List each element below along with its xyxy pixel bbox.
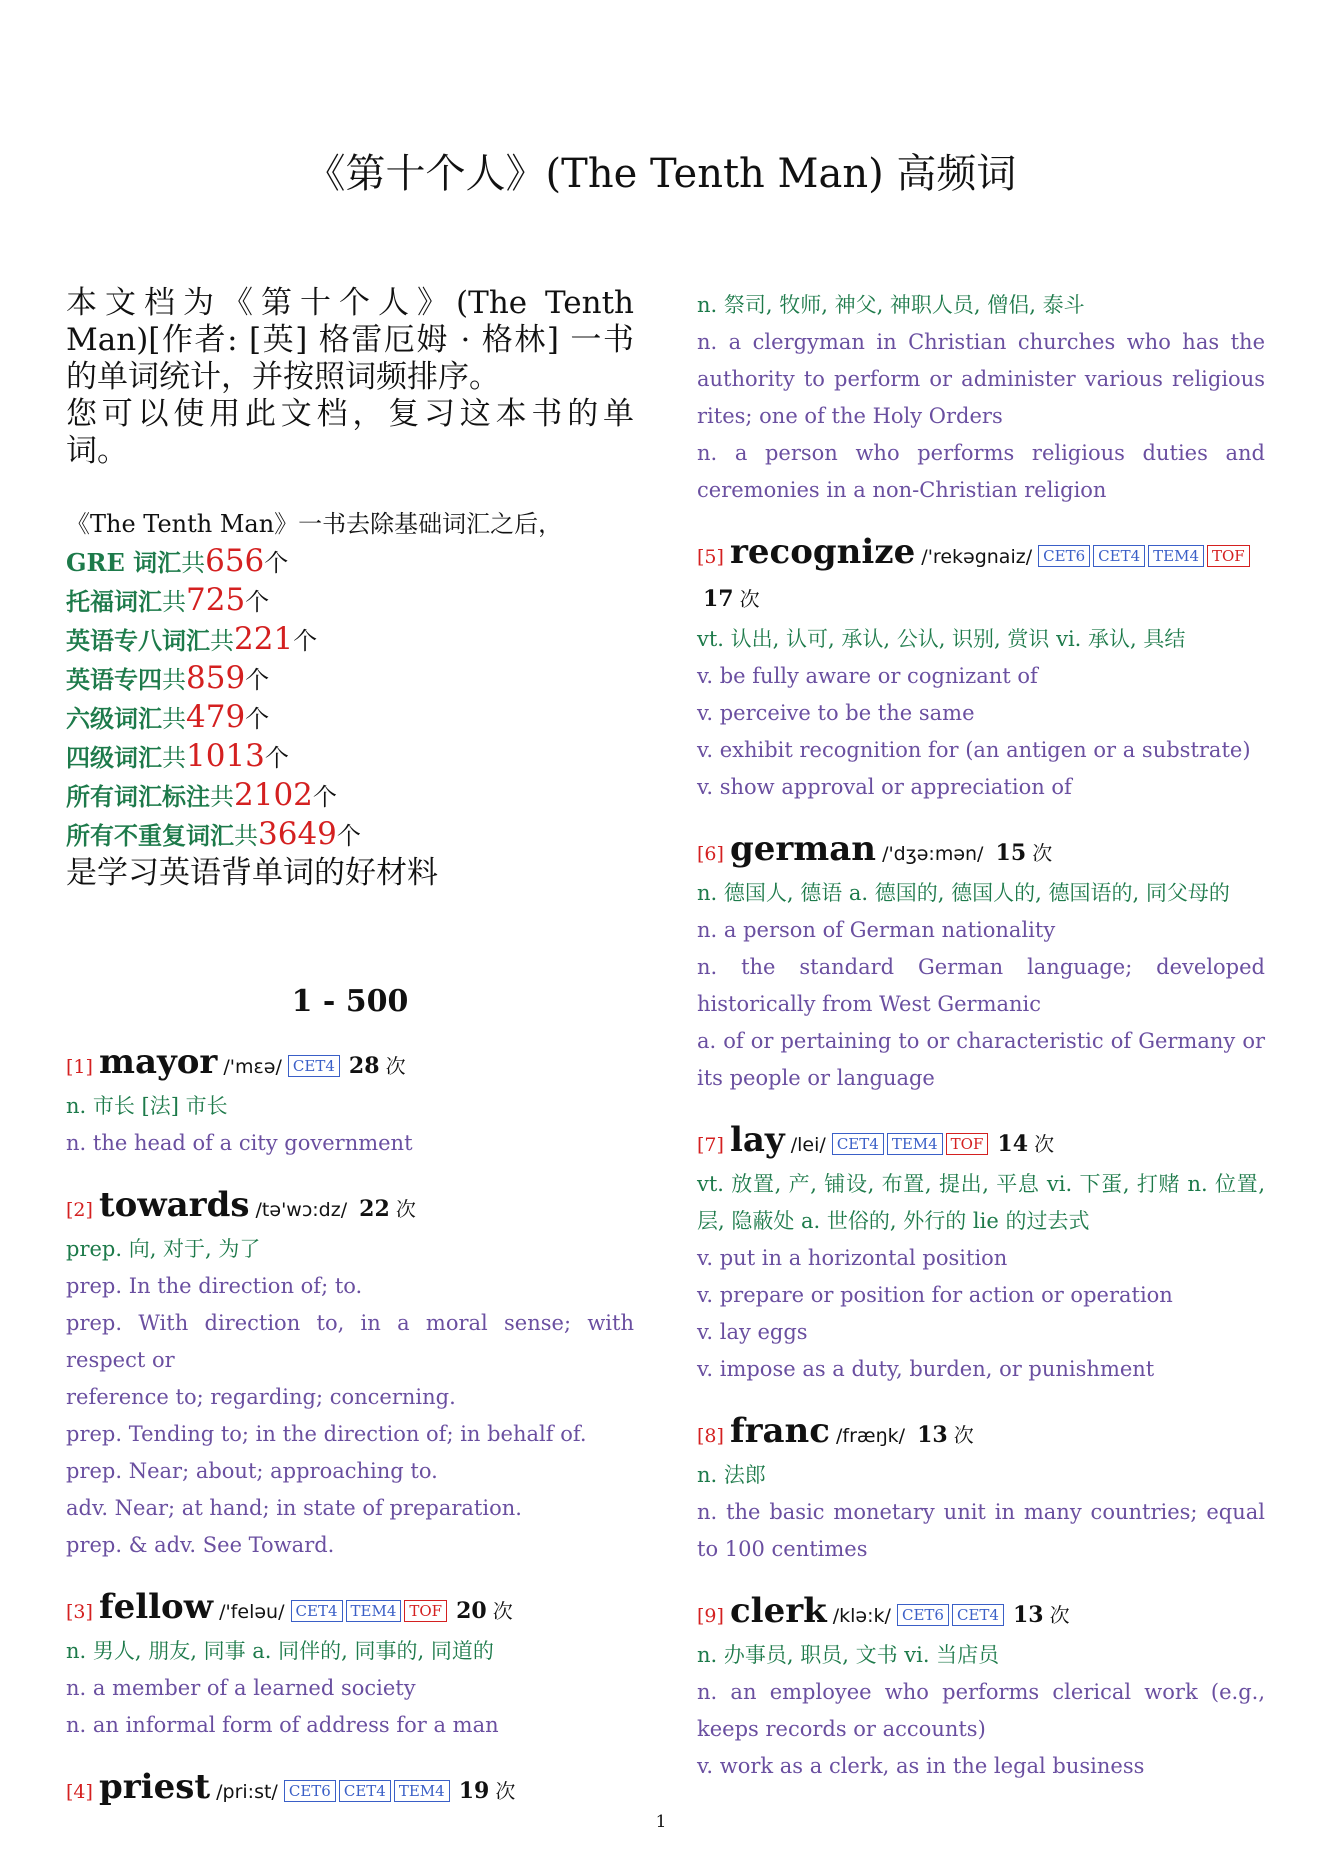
definition-en: prep. Tending to; in the direction of; in behalf of. (66, 1422, 587, 1446)
entry-count-unit: 次 (1032, 841, 1053, 865)
stat-label: 英语专八词汇 (66, 626, 210, 655)
definition-en: v. impose as a duty, burden, or punishment (697, 1357, 1155, 1381)
entry-word: lay (729, 1120, 785, 1160)
stat-label: 所有词汇标注 (66, 782, 210, 811)
definition-en: n. the basic monetary unit in many countries; equal to 100 centimes (697, 1500, 1265, 1561)
left-column (66, 285, 634, 1835)
definition-en: n. the head of a city government (66, 1131, 413, 1155)
entry-phonetic: /'feləu/ (219, 1601, 285, 1623)
stat-count: 1013 (186, 738, 265, 774)
word-entry (697, 1590, 1265, 1785)
entry-count: 13 (917, 1422, 948, 1448)
stat-line (66, 738, 634, 777)
definition-en: n. a person of German nationality (697, 918, 1056, 942)
stat-unit: 个 (245, 705, 270, 733)
entry-count-unit: 次 (739, 587, 760, 611)
entry-count: 17 (703, 586, 734, 612)
entry-phonetic: /klə:k/ (832, 1605, 891, 1627)
entry-count-unit: 次 (1034, 1132, 1055, 1156)
entry-count: 22 (359, 1196, 390, 1222)
word-entry (697, 1410, 1265, 1568)
entry-header (66, 1586, 634, 1633)
definition-en: v. exhibit recognition for (an antigen or a substrate) (697, 738, 1251, 762)
entry-count: 28 (348, 1053, 380, 1079)
entry-count-unit: 次 (1049, 1603, 1070, 1627)
level-badge: TEM4 (887, 1133, 943, 1155)
entry-word: fellow (98, 1587, 214, 1627)
stat-count: 479 (186, 699, 246, 735)
definition-en: n. an informal form of address for a man (66, 1713, 499, 1737)
stat-unit: 个 (336, 822, 361, 850)
entry-word: german (729, 829, 877, 869)
stat-unit: 个 (264, 549, 289, 577)
word-entry (697, 531, 1265, 806)
stat-label: 英语专四 (66, 665, 162, 694)
stat-line (66, 582, 634, 621)
stat-unit: 个 (264, 744, 289, 772)
stat-gong: 共 (181, 549, 206, 577)
stat-label: 所有不重复词汇 (66, 821, 234, 850)
stat-gong: 共 (210, 627, 234, 655)
definition-zh: vt. 放置, 产, 铺设, 布置, 提出, 平息 vi. 下蛋, 打赌 n. 位置, 层, 隐蔽处 a. 世俗的, 外行的 lie 的过去式 (697, 1172, 1265, 1233)
entry-index: [4] (66, 1781, 93, 1803)
definition-en: prep. In the direction of; to. (66, 1274, 363, 1298)
entry-word: mayor (98, 1042, 218, 1082)
entry-count: 14 (997, 1131, 1029, 1157)
stat-gong: 共 (162, 588, 186, 616)
entry-word: priest (98, 1767, 211, 1807)
entry-count: 13 (1012, 1602, 1044, 1628)
level-badge: CET4 (288, 1055, 340, 1077)
definition-en: v. put in a horizontal position (697, 1246, 1008, 1270)
entry-index: [7] (697, 1134, 724, 1156)
stat-label: GRE 词汇 (66, 548, 182, 577)
entry-header (697, 1590, 1265, 1637)
stat-line (66, 621, 634, 660)
entry-count-unit: 次 (395, 1197, 416, 1221)
entry-index: [9] (697, 1605, 724, 1627)
entry-header (697, 1410, 1265, 1457)
definition-zh: n. 男人, 朋友, 同事 a. 同伴的, 同事的, 同道的 (66, 1639, 494, 1663)
definition-en: v. perceive to be the same (697, 701, 975, 725)
stat-count: 221 (234, 621, 294, 657)
stat-unit: 个 (293, 627, 318, 655)
entry-list-right (697, 287, 1265, 1785)
definition-zh: vt. 认出, 认可, 承认, 公认, 识别, 赏识 vi. 承认, 具结 (697, 627, 1186, 651)
definition-en: prep. With direction to, in a moral sense; with respect or (66, 1311, 634, 1372)
entry-count: 19 (458, 1778, 490, 1804)
definition-en: v. be fully aware or cognizant of (697, 664, 1038, 688)
definition-en: n. an employee who performs clerical work (e.g., keeps records or accounts) (697, 1680, 1265, 1741)
entry-count: 20 (456, 1598, 487, 1624)
intro-line: 词。 (66, 433, 128, 469)
definition-zh: n. 办事员, 职员, 文书 vi. 当店员 (697, 1643, 1000, 1667)
stat-label: 六级词汇 (66, 704, 162, 733)
definition-en: prep. Near; about; approaching to. (66, 1459, 438, 1483)
entry-count-unit: 次 (492, 1599, 513, 1623)
word-entry (697, 1119, 1265, 1388)
definition-zh: n. 市长 [法] 市长 (66, 1094, 228, 1118)
level-badge: CET6 (284, 1780, 336, 1802)
level-badge: TOF (404, 1600, 447, 1622)
entry-header (697, 828, 1265, 875)
stat-count: 2102 (234, 777, 313, 813)
stat-line (66, 699, 634, 738)
vocabulary-stats (66, 506, 634, 892)
stat-gong: 共 (234, 822, 258, 850)
entry-count-unit: 次 (953, 1423, 974, 1447)
definition-zh: n. 法郎 (697, 1463, 766, 1487)
stat-count: 859 (186, 660, 246, 696)
word-entry (697, 828, 1265, 1097)
entry-phonetic: /pri:st/ (216, 1781, 278, 1803)
entry-index: [1] (66, 1056, 93, 1078)
stat-line (66, 816, 634, 855)
entry-word: clerk (729, 1591, 827, 1631)
definition-en: n. the standard German language; developed historically from West Germanic (697, 955, 1265, 1016)
definition-en: reference to; regarding; concerning. (66, 1385, 456, 1409)
definition-en: a. of or pertaining to or characteristic of Germany or its people or language (697, 1029, 1265, 1090)
stat-gong: 共 (162, 705, 186, 733)
definition-zh: n. 德国人, 德语 a. 德国的, 德国人的, 德国语的, 同父母的 (697, 881, 1230, 905)
level-badge: CET6 (1038, 545, 1090, 567)
stat-line (66, 543, 634, 582)
level-badge: CET4 (339, 1780, 391, 1802)
entry-index: [5] (697, 546, 724, 568)
definition-en: n. a clergyman in Christian churches who has the authority to perform or administer various religious rites; one of the Holy Orders (697, 330, 1265, 428)
entry-list-left (66, 1041, 634, 1813)
stat-count: 725 (186, 582, 246, 618)
entry-header (697, 1119, 1265, 1166)
level-badge: CET4 (291, 1600, 343, 1622)
stat-unit: 个 (245, 588, 270, 616)
definition-en: n. a member of a learned society (66, 1676, 416, 1700)
stat-unit: 个 (312, 783, 337, 811)
page-title: 《第十个人》(The Tenth Man) 高频词 (305, 151, 1017, 197)
definition-en: prep. & adv. See Toward. (66, 1533, 335, 1557)
intro-line: 本文档为《第十个人》(The Tenth (66, 285, 634, 321)
stat-line (66, 777, 634, 816)
entry-count-unit: 次 (385, 1054, 406, 1078)
entry-index: [3] (66, 1601, 93, 1623)
entry-header (66, 1766, 634, 1813)
entry-phonetic: /'mɛə/ (223, 1056, 282, 1078)
stat-label: 托福词汇 (66, 587, 162, 616)
entry-count: 15 (995, 840, 1027, 866)
section-heading: 1 - 500 (291, 984, 409, 1019)
stat-line (66, 660, 634, 699)
stats-heading: 《The Tenth Man》一书去除基础词汇之后， (66, 510, 563, 538)
intro-line: Man)[作者: [英] 格雷厄姆 · 格林] 一书 (66, 322, 634, 358)
level-badge: TOF (1207, 545, 1250, 567)
level-badge: TEM4 (394, 1780, 450, 1802)
level-badge: TEM4 (346, 1600, 402, 1622)
stat-gong: 共 (210, 783, 234, 811)
entry-header (66, 1184, 634, 1231)
word-entry (66, 1586, 634, 1744)
definition-en: v. show approval or appreciation of (697, 775, 1072, 799)
word-entry (697, 287, 1265, 509)
definition-en: n. a person who performs religious duties and ceremonies in a non-Christian religion (697, 441, 1265, 502)
entry-index: [2] (66, 1199, 93, 1221)
stat-unit: 个 (245, 666, 270, 694)
level-badge: CET4 (832, 1133, 884, 1155)
entry-word: franc (729, 1411, 830, 1451)
entry-phonetic: /fræŋk/ (836, 1425, 906, 1447)
stats-tail: 是学习英语背单词的好材料 (66, 855, 438, 891)
stat-label: 四级词汇 (66, 743, 162, 772)
entry-index: [6] (697, 843, 724, 865)
word-entry (66, 1766, 634, 1813)
entry-count-unit: 次 (495, 1779, 516, 1803)
level-badge: CET6 (897, 1604, 949, 1626)
entry-phonetic: /tə'wɔ:dz/ (255, 1199, 348, 1221)
stat-count: 656 (205, 543, 265, 579)
entry-index: [8] (697, 1425, 724, 1447)
intro-line: 的单词统计，并按照词频排序。 (66, 359, 500, 395)
definition-en: v. prepare or position for action or operation (697, 1283, 1173, 1307)
definition-zh: prep. 向, 对于, 为了 (66, 1237, 261, 1261)
intro-paragraph (66, 285, 634, 470)
stat-gong: 共 (162, 666, 186, 694)
definition-en: v. lay eggs (697, 1320, 808, 1344)
entry-phonetic: /'rekəgnaiz/ (921, 546, 1033, 568)
stat-gong: 共 (162, 744, 186, 772)
word-entry (66, 1184, 634, 1564)
level-badge: CET4 (952, 1604, 1004, 1626)
entry-phonetic: /'dʒə:mən/ (882, 843, 984, 865)
entry-header (66, 1041, 634, 1088)
level-badge: TEM4 (1148, 545, 1204, 567)
intro-line: 您可以使用此文档，复习这本书的单 (66, 396, 634, 432)
entry-word: towards (98, 1185, 250, 1225)
definition-en: adv. Near; at hand; in state of preparation. (66, 1496, 522, 1520)
entry-phonetic: /lei/ (790, 1134, 826, 1156)
level-badge: CET4 (1093, 545, 1145, 567)
stat-count: 3649 (258, 816, 337, 852)
right-column (697, 287, 1265, 1807)
level-badge: TOF (946, 1133, 989, 1155)
definition-en: v. work as a clerk, as in the legal business (697, 1754, 1145, 1778)
page-number: 1 (655, 1812, 667, 1832)
word-entry (66, 1041, 634, 1162)
definition-zh: n. 祭司, 牧师, 神父, 神职人员, 僧侣, 泰斗 (697, 293, 1085, 317)
entry-header (697, 531, 1265, 621)
entry-word: recognize (729, 532, 916, 572)
